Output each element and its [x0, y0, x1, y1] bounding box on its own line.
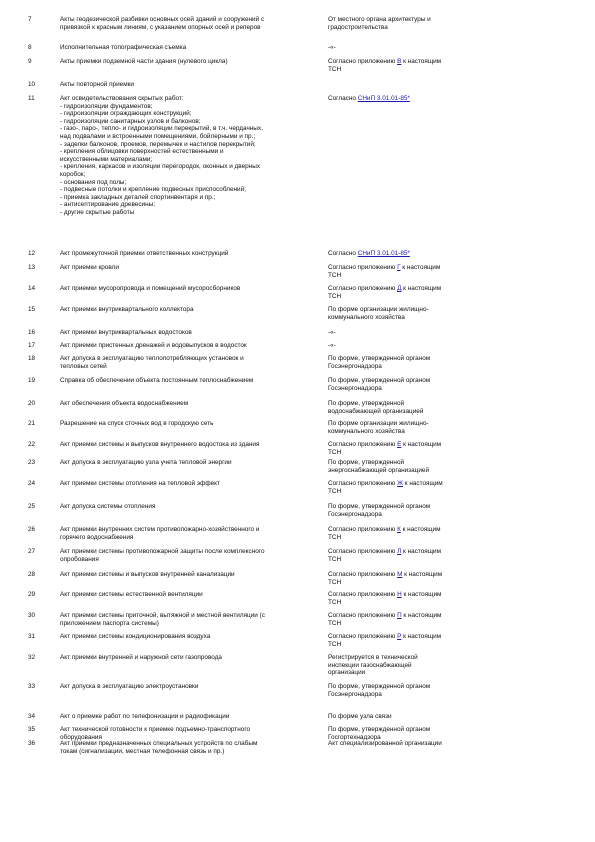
document-name-line: опробования [60, 555, 99, 563]
reference-link[interactable]: В [397, 58, 402, 65]
basis-line [328, 363, 488, 371]
basis-text: Согласно приложению [328, 441, 398, 448]
basis-line [328, 250, 488, 258]
document-name-line: - подвесные потолки и крепление подвесных приспособлений; [60, 186, 246, 194]
document-name-line: - основания под полы; [60, 178, 127, 186]
basis-cell [328, 377, 488, 392]
basis-cell [328, 633, 488, 648]
basis-text: ТСН [328, 292, 342, 300]
document-name [60, 355, 323, 370]
document-name-line: горячего водоснабжения [60, 533, 134, 541]
basis-text: градостроительства [328, 23, 388, 31]
document-name [60, 683, 323, 691]
basis-cell [328, 654, 488, 677]
basis-text: Госэнергонадзора [328, 690, 382, 698]
basis-line [328, 66, 488, 74]
basis-text: Согласно приложению [328, 548, 398, 555]
document-name [60, 285, 323, 293]
basis-line [328, 633, 488, 641]
reference-link[interactable]: К [397, 526, 401, 533]
basis-text: По форме, утвержденной органом [328, 683, 431, 690]
basis-line [328, 713, 488, 721]
basis-cell [328, 591, 488, 606]
document-name [60, 400, 323, 408]
basis-line [328, 441, 488, 449]
basis-text: По форме, утвержденной органом [328, 726, 431, 733]
row-number: 26 [28, 526, 36, 533]
basis-text: -«- [328, 44, 336, 51]
basis-text: коммунального хозяйства [328, 313, 405, 321]
reference-link[interactable]: Л [397, 548, 402, 555]
document-name-line: Акт приемки системы кондиционирования воздуха [60, 633, 211, 640]
basis-text: Госгортехнадзора [328, 733, 381, 741]
basis-line [328, 726, 488, 734]
document-name-line: Акт приемки системы противопожарной защиты после комплексного [60, 548, 265, 555]
row-number: 12 [28, 250, 36, 257]
document-name [60, 441, 323, 449]
basis-line [328, 408, 488, 416]
basis-text: Согласно приложению [328, 591, 398, 598]
document-name-line: Акт приемки пристенных дренажей и водовыпусков в водосток [60, 342, 247, 349]
basis-line [328, 449, 488, 457]
basis-cell [328, 306, 488, 321]
document-name-line: - газо-, паро-, тепло- и гидроизоляции перекрытий, в т.ч. чердачных, [60, 125, 263, 133]
basis-text: Согласно [328, 250, 358, 257]
basis-line [328, 526, 488, 534]
basis-text: ТСН [328, 448, 342, 456]
basis-text: Регистрируется в технической [328, 654, 418, 661]
basis-cell [328, 612, 488, 627]
basis-text: ТСН [328, 578, 342, 586]
document-name [60, 81, 323, 89]
basis-text: к настоящим [400, 526, 441, 533]
basis-text: к настоящим [401, 591, 442, 598]
basis-line [328, 503, 488, 511]
basis-line [328, 662, 488, 670]
basis-line [328, 400, 488, 408]
basis-line [328, 264, 488, 272]
row-number: 23 [28, 459, 36, 466]
basis-line [328, 285, 488, 293]
basis-line [328, 293, 488, 301]
basis-text: Акт специализированной организации [328, 740, 442, 747]
basis-cell [328, 400, 488, 415]
basis-text: По форме, утвержденной [328, 459, 405, 466]
document-name-line: Акт приемки системы отопления на тепловой эффект [60, 480, 220, 487]
basis-cell [328, 264, 488, 279]
document-name-line: Разрешение на спуск сточных вод в городскую сеть [60, 420, 214, 427]
basis-text: -«- [328, 329, 336, 336]
document-name-line: приложением паспорта системы) [60, 619, 159, 627]
row-number: 11 [28, 95, 35, 102]
basis-cell [328, 58, 488, 73]
basis-text: к настоящим [401, 441, 442, 448]
document-name [60, 548, 323, 563]
document-name [60, 58, 323, 66]
document-name-line: Акт допуска в эксплуатацию электроустановки [60, 683, 199, 690]
basis-text: От местного органа архитектуры и [328, 16, 431, 23]
basis-line [328, 44, 488, 52]
document-name-line: Акт приемки системы естественной вентиляции [60, 591, 203, 598]
basis-line [328, 620, 488, 628]
basis-text: к настоящим [402, 480, 443, 487]
row-number: 13 [28, 264, 36, 271]
document-name [60, 503, 323, 511]
basis-text: Согласно приложению [328, 633, 398, 640]
basis-cell [328, 441, 488, 456]
row-number: 27 [28, 548, 36, 555]
basis-line [328, 420, 488, 428]
basis-text: Согласно приложению [328, 480, 398, 487]
reference-link[interactable]: Ж [397, 480, 403, 487]
basis-line [328, 314, 488, 322]
basis-line [328, 377, 488, 385]
document-name-line: Акт о приемке работ по телефонизации и радиофикации [60, 713, 230, 720]
basis-text: По форме организации жилищно- [328, 420, 429, 427]
document-name-line: Акт приемки внутриквартального коллектора [60, 306, 194, 313]
row-number: 14 [28, 285, 36, 292]
document-name-line: Акт приемки мусоропровода и помещений мусоросборников [60, 285, 241, 292]
document-name-line: тепловых сетей [60, 362, 107, 370]
document-name [60, 264, 323, 272]
basis-line [328, 467, 488, 475]
basis-line [328, 691, 488, 699]
basis-line [328, 579, 488, 587]
basis-text: ТСН [328, 555, 342, 563]
row-number: 24 [28, 480, 36, 487]
document-name [60, 726, 323, 741]
basis-text: ТСН [328, 598, 342, 606]
basis-text: к настоящим [401, 612, 442, 619]
reference-link[interactable]: Н [397, 591, 402, 598]
basis-text: водоснабжающей организацией [328, 407, 424, 415]
row-number: 10 [28, 81, 36, 88]
reference-link[interactable]: Е [397, 441, 402, 448]
document-name-line: - антисептирование древесины; [60, 201, 155, 209]
basis-line [328, 385, 488, 393]
basis-cell [328, 329, 488, 337]
basis-line [328, 16, 488, 24]
basis-cell [328, 726, 488, 741]
basis-line [328, 272, 488, 280]
basis-line [328, 24, 488, 32]
document-name [60, 526, 323, 541]
basis-text: энергоснабжающей организацией [328, 466, 430, 474]
row-number: 8 [28, 44, 32, 51]
basis-text: коммунального хозяйства [328, 427, 405, 435]
row-number: 34 [28, 713, 36, 720]
basis-text: По форме организации жилищно- [328, 306, 429, 313]
reference-link[interactable]: СНиП 3.01.01-85* [357, 250, 410, 257]
document-name-line: Акт приемки внутриквартальных водостоков [60, 329, 192, 336]
document-name-line: - гидроизоляции ограждающих конструкций; [60, 110, 192, 118]
basis-line [328, 488, 488, 496]
basis-line [328, 669, 488, 677]
document-name-line: Акт допуска в эксплуатацию теплопотребляющих установок и [60, 355, 244, 362]
document-name [60, 329, 323, 337]
basis-text: к настоящим [401, 633, 442, 640]
basis-line [328, 306, 488, 314]
document-name-line: привязкой к красным линиям, с указанием опорных осей и реперов [60, 23, 261, 31]
document-name-line: Справка об обеспечении объекта постоянным теплоснабжением [60, 377, 254, 384]
document-name-line: Акт промежуточной приемки ответственных конструкций [60, 250, 229, 257]
document-name-line: над подвалами и встроенными помещениями, бойлерными и пр.; [60, 132, 256, 140]
document-name [60, 740, 323, 755]
basis-text: к настоящим [401, 548, 441, 555]
reference-link[interactable]: Г [397, 264, 401, 271]
basis-cell [328, 571, 488, 586]
basis-line [328, 480, 488, 488]
document-name [60, 377, 323, 385]
document-name-line: Акт приемки внутренней и наружной сети газопровода [60, 654, 222, 661]
basis-text: Госэнергонадзора [328, 384, 382, 392]
document-name [60, 713, 323, 721]
basis-line [328, 355, 488, 363]
basis-line [328, 459, 488, 467]
basis-text: Согласно [328, 95, 358, 102]
basis-cell [328, 355, 488, 370]
row-number: 7 [28, 16, 32, 23]
row-number: 20 [28, 400, 36, 407]
basis-text: Согласно приложению [328, 264, 398, 271]
document-name [60, 44, 323, 52]
basis-cell [328, 420, 488, 435]
basis-line [328, 428, 488, 436]
document-name [60, 420, 323, 428]
basis-text: ТСН [328, 487, 342, 495]
basis-cell [328, 548, 488, 563]
document-name-line: токам (сигнализации, местная телефонная связь и пр.) [60, 747, 225, 755]
document-name-line: Акт приемки системы и выпусков внутренней канализации [60, 571, 235, 578]
document-name [60, 250, 323, 258]
document-name [60, 306, 323, 314]
row-number: 32 [28, 654, 36, 661]
row-number: 16 [28, 329, 36, 336]
basis-text: По форме узла связи [328, 713, 392, 720]
basis-text: Госэнергонадзора [328, 362, 382, 370]
basis-text: организации [328, 669, 366, 677]
document-name-line: Акт приемки системы и выпусков внутреннего водостока из здания [60, 441, 260, 448]
document-name-line: оборудования [60, 733, 102, 741]
document-name-line: Акт приемки предназначенных специальных устройств по слабым [60, 740, 258, 747]
row-number: 25 [28, 503, 36, 510]
basis-text: ТСН [328, 65, 342, 73]
basis-text: Согласно приложению [328, 571, 398, 578]
document-name-line: Акт освидетельствования скрытых работ: [60, 95, 184, 102]
basis-text: ТСН [328, 619, 342, 627]
document-name-line: Акт обеспечения объекта водоснабжением [60, 400, 189, 407]
document-name-line: Акт допуска системы отопления [60, 503, 156, 510]
document-name-line: Акт приемки системы приточной, вытяжной и местной вентиляции (с [60, 612, 265, 619]
document-name-line: Акты приемки подземной части здания (нулевого цикла) [60, 58, 228, 65]
basis-text: инспекции газоснабжающей [328, 661, 412, 669]
document-name-line: коробок; [60, 170, 86, 178]
basis-text: к настоящим [400, 264, 441, 271]
basis-line [328, 556, 488, 564]
basis-cell [328, 740, 488, 748]
document-name [60, 571, 323, 579]
basis-text: По форме, утвержденной органом [328, 503, 431, 510]
basis-text: к настоящим [401, 58, 442, 65]
document-name [60, 480, 323, 488]
basis-cell [328, 459, 488, 474]
row-number: 30 [28, 612, 36, 619]
basis-line [328, 58, 488, 66]
basis-cell [328, 713, 488, 721]
document-name-line: Акты геодезической разбивки основных осей зданий и сооружений с [60, 16, 265, 23]
basis-line [328, 599, 488, 607]
basis-text: к настоящим [402, 571, 443, 578]
row-number: 19 [28, 377, 36, 384]
basis-text: По форме, утвержденной органом [328, 377, 431, 384]
document-name [60, 16, 323, 31]
document-name-line: - другие скрытые работы [60, 208, 135, 216]
document-name [60, 612, 323, 627]
reference-link[interactable]: Д [397, 285, 402, 292]
row-number: 22 [28, 441, 36, 448]
document-name-line: Исполнительная топографическая съемка [60, 44, 187, 51]
document-name-line: - приемка закладных деталей спортинвентаря и пр.; [60, 193, 216, 201]
document-name-line: искусственными материалами; [60, 155, 153, 163]
basis-text: ТСН [328, 640, 342, 648]
basis-text: По форме, утвержденной [328, 400, 405, 407]
row-number: 36 [28, 740, 36, 747]
row-number: 18 [28, 355, 36, 362]
row-number: 31 [28, 633, 36, 640]
row-number: 21 [28, 420, 36, 427]
document-name-line: - крепления облицовки поверхностей естественными и [60, 148, 224, 156]
document-name-line: - гидроизоляции фундаментов; [60, 102, 153, 110]
basis-text: к настоящим [401, 285, 442, 292]
basis-line [328, 591, 488, 599]
basis-line [328, 641, 488, 649]
row-number: 9 [28, 58, 32, 65]
basis-text: Госэнергонадзора [328, 510, 382, 518]
basis-cell [328, 250, 488, 258]
document-name [60, 342, 323, 350]
basis-text: Согласно приложению [328, 612, 398, 619]
basis-cell [328, 44, 488, 52]
row-number: 33 [28, 683, 36, 690]
document-name-line: - гидроизоляции санитарных узлов и балконов; [60, 117, 201, 125]
basis-text: Согласно приложению [328, 285, 398, 292]
reference-link[interactable]: П [397, 612, 402, 619]
document-name-line: Акт приемки кровли [60, 264, 119, 271]
basis-line [328, 342, 488, 350]
basis-line [328, 612, 488, 620]
document-name-line: Акт приемки внутренних систем противопожарно-хозяйственного и [60, 526, 260, 533]
row-number: 35 [28, 726, 36, 733]
basis-text: -«- [328, 342, 336, 349]
document-name [60, 633, 323, 641]
basis-text: Согласно приложению [328, 526, 398, 533]
basis-text: Согласно приложению [328, 58, 398, 65]
basis-line [328, 95, 488, 103]
document-name-line: Акт допуска в эксплуатацию узла учета тепловой энергии [60, 459, 232, 466]
document-name [60, 459, 323, 467]
basis-line [328, 654, 488, 662]
basis-cell [328, 480, 488, 495]
basis-line [328, 571, 488, 579]
document-name [60, 654, 323, 662]
reference-link[interactable]: СНиП 3.01.01-85* [357, 95, 410, 102]
basis-text: ТСН [328, 533, 342, 541]
document-name [60, 591, 323, 599]
reference-link[interactable]: Р [397, 633, 402, 640]
document-name [60, 95, 323, 217]
basis-line [328, 329, 488, 337]
row-number: 28 [28, 571, 36, 578]
row-number: 15 [28, 306, 36, 313]
basis-line [328, 740, 488, 748]
basis-line [328, 511, 488, 519]
basis-cell [328, 16, 488, 31]
row-number: 17 [28, 342, 36, 349]
reference-link[interactable]: М [397, 571, 403, 578]
basis-cell [328, 285, 488, 300]
basis-text: ТСН [328, 271, 342, 279]
basis-line [328, 534, 488, 542]
basis-cell [328, 503, 488, 518]
document-name-line: Акты повторной приемки [60, 81, 134, 88]
basis-cell [328, 683, 488, 698]
basis-line [328, 548, 488, 556]
basis-text: По форме, утвержденной органом [328, 355, 431, 362]
document-name-line: - крепления, каркасов и изоляции перегородок, оконных и дверных [60, 163, 261, 171]
document-name-line: Акт технической готовности к приемке подъемно-транспортного [60, 726, 251, 733]
basis-cell [328, 526, 488, 541]
document-name-line: - заделки балконов, проемов, перемычек и настилов перекрытий; [60, 140, 256, 148]
basis-cell [328, 342, 488, 350]
basis-cell [328, 95, 488, 103]
row-number: 29 [28, 591, 36, 598]
basis-line [328, 683, 488, 691]
